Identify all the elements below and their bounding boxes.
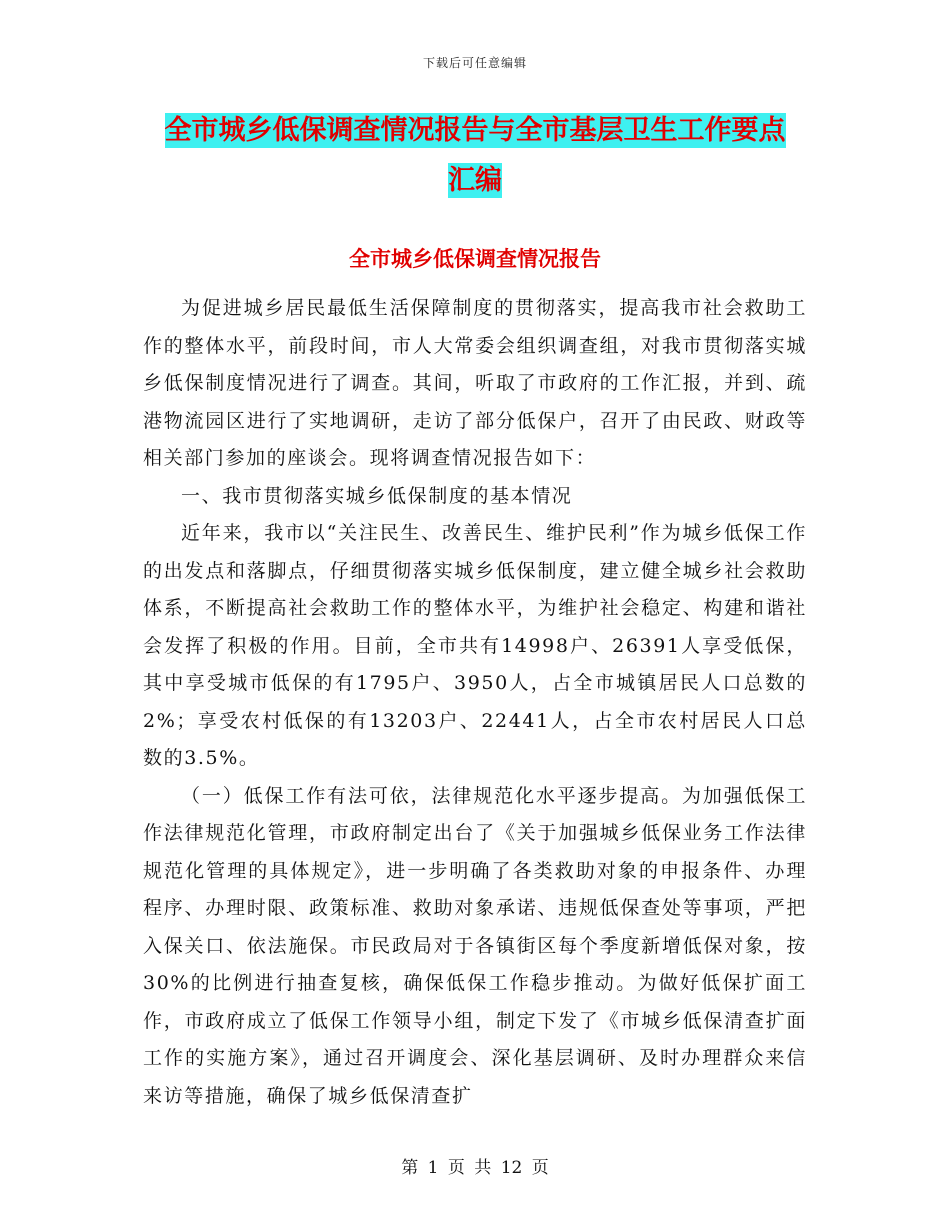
section-title: 全市城乡低保调查情况报告	[349, 246, 601, 271]
document-title	[140, 106, 810, 206]
paragraph: （一）低保工作有法可依，法律规范化水平逐步提高。为加强低保工作法律规范化管理，市政府制定出台了《关于加强城乡低保业务工作法律规范化管理的具体规定》，进一步明确了各类救助对象的申报条件、办理程序、办理时限、政策标准、救助对象承诺、违规低保查处等事项，严把入保关口、依法施保。市民政局对于各镇街区每个季度新增低保对象，按30%的比例进行抽查复核，确保低保工作稳步推动。为做好低保扩面工作，市政府成立了低保工作领导小组，制定下发了《市城乡低保清查扩面工作的实施方案》，通过召开调度会、深化基层调研、及时办理群众来信来访等措施，确保了城乡低保清查扩	[143, 784, 807, 1107]
document-title-line-2: 汇编	[448, 165, 502, 196]
paragraph: 为促进城乡居民最低生活保障制度的贯彻落实，提高我市社会救助工作的整体水平，前段时间，市人大常委会组织调查组，对我市贯彻落实城乡低保制度情况进行了调查。其间，听取了市政府的工作汇报，并到、疏港物流园区进行了实地调研，走访了部分低保户，召开了由民政、财政等相关部门参加的座谈会。现将调查情况报告如下：	[143, 297, 807, 469]
header-note: 下载后可任意编辑	[422, 56, 527, 70]
paragraph: 近年来，我市以“关注民生、改善民生、维护民利”作为城乡低保工作的出发点和落脚点，仔细贯彻落实城乡低保制度，建立健全城乡社会救助体系，不断提高社会救助工作的整体水平，为维护社会稳定、构建和谐社会发挥了积极的作用。目前，全市共有14998户、26391人享受低保，其中享受城市低保的有1795户、3950人，占全市城镇居民人口总数的2%；享受农村低保的有13203户、22441人，占全市农村居民人口总数的3.5%。	[143, 522, 807, 769]
document-title-line-1: 全市城乡低保调查情况报告与全市基层卫生工作要点	[164, 115, 786, 146]
paragraph: 一、我市贯彻落实城乡低保制度的基本情况	[181, 484, 573, 507]
page-footer: 第 1 页 共 12 页	[401, 1158, 549, 1178]
body-text	[143, 290, 807, 1115]
